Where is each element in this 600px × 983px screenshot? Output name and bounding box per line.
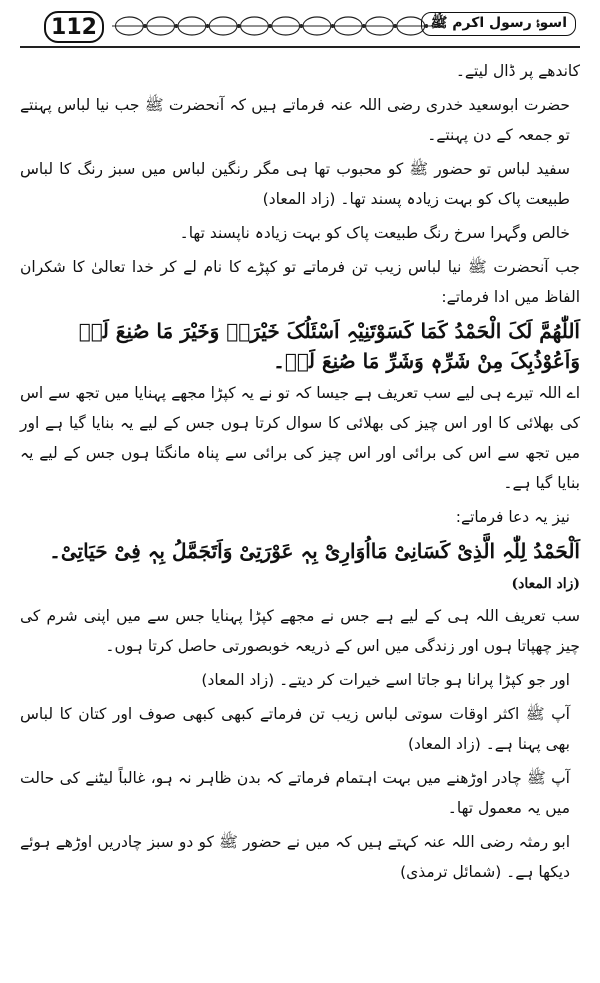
paragraph: حضرت ابوسعید خدری رضی اللہ عنہ فرماتے ہیں کہ آنحضرت ﷺ جب نیا لباس پہنتے تو جمعہ کے دن پہنتے۔ [20,96,570,144]
paragraph: آپ ﷺ چادر اوڑھنے میں بہت اہتمام فرماتے کہ بدن ظاہر نہ ہو، غالباً لیٹنے کی حالت میں یہ معمول تھا۔ [20,769,570,817]
paragraph: اے اللہ تیرے ہی لیے سب تعریف ہے جیسا کہ تو نے یہ کپڑا مجھے پہنایا میں تجھ سے اس کی بھلائی کا اور اس چیز کی بھلائی کا سوال کرتا ہوں جس کے لیے یہ بنایا گیا ہے اور میں تجھ سے اس کی برائی اور اس چیز کی برائی سے پناہ مانگتا ہوں جس کے لیے یہ بنایا گیا ہے۔ [20,384,580,492]
arabic-supplication: اَللّٰھُمَّ لَکَ الْحَمْدُ کَمَا کَسَوْتَنِیْہِ اَسْئَلُکَ خَیْرَہٗ وَخَیْرَ مَا صُنِعَ لَہٗ وَاَعُوْذُبِکَ مِنْ شَرِّہٖ وَشَرِّ مَا صُنِعَ لَہٗ۔ [78,319,580,373]
header-ornament-decoration [112,14,442,38]
page-header [20,6,580,48]
paragraph: آپ ﷺ اکثر اوقات سوتی لباس زیب تن فرماتے کبھی کبھی صوف اور کتان کا لباس بھی پہنا ہے۔ (زاد المعاد) [20,705,570,753]
book-title: اسوۂ رسول اکرم ﷺ [421,12,576,36]
paragraph: نیز یہ دعا فرماتے: [455,508,570,526]
paragraph: اور جو کپڑا پرانا ہو جاتا اسے خیرات کر دیتے۔ (زاد المعاد) [201,671,570,689]
paragraph: جب آنحضرت ﷺ نیا لباس زیب تن فرماتے تو کپڑے کا نام لے کر خدا تعالیٰ کا شکران الفاظ میں ادا فرماتے: [20,258,580,306]
arabic-supplication [20,536,580,599]
page-content [20,56,580,887]
paragraph: سب تعریف اللہ ہی کے لیے ہے جس نے مجھے کپڑا پہنایا جس سے میں اپنی شرم کی چیز چھپاتا ہوں اور زندگی میں اس کے ذریعہ خوبصورتی حاصل کرتا ہوں۔ [20,607,580,655]
arabic-supplication-text: اَلْحَمْدُ لِلّٰہِ الَّذِیْ کَسَانِیْ مَااُوَارِیْ بِہٖ عَوْرَتِیْ وَاَتَجَمَّلُ بِہٖ فِیْ حَیَاتِیْ۔ [49,539,580,563]
paragraph: ابو رمثہ رضی اللہ عنہ کہتے ہیں کہ میں نے حضور ﷺ کو دو سبز چادریں اوڑھے ہوئے دیکھا ہے۔ (شمائل ترمذی) [20,833,570,881]
page-number: 112 [44,11,104,43]
paragraph: سفید لباس تو حضور ﷺ کو محبوب تھا ہی مگر رنگین لباس میں سبز رنگ کا لباس طبیعت پاک کو بہت زیادہ پسند تھا۔ (زاد المعاد) [20,160,570,208]
reference-citation: (زاد المعاد) [511,576,580,592]
paragraph: خالص وگہرا سرخ رنگ طبیعت پاک کو بہت زیادہ ناپسند تھا۔ [179,224,570,242]
paragraph: کاندھے پر ڈال لیتے۔ [455,62,580,80]
